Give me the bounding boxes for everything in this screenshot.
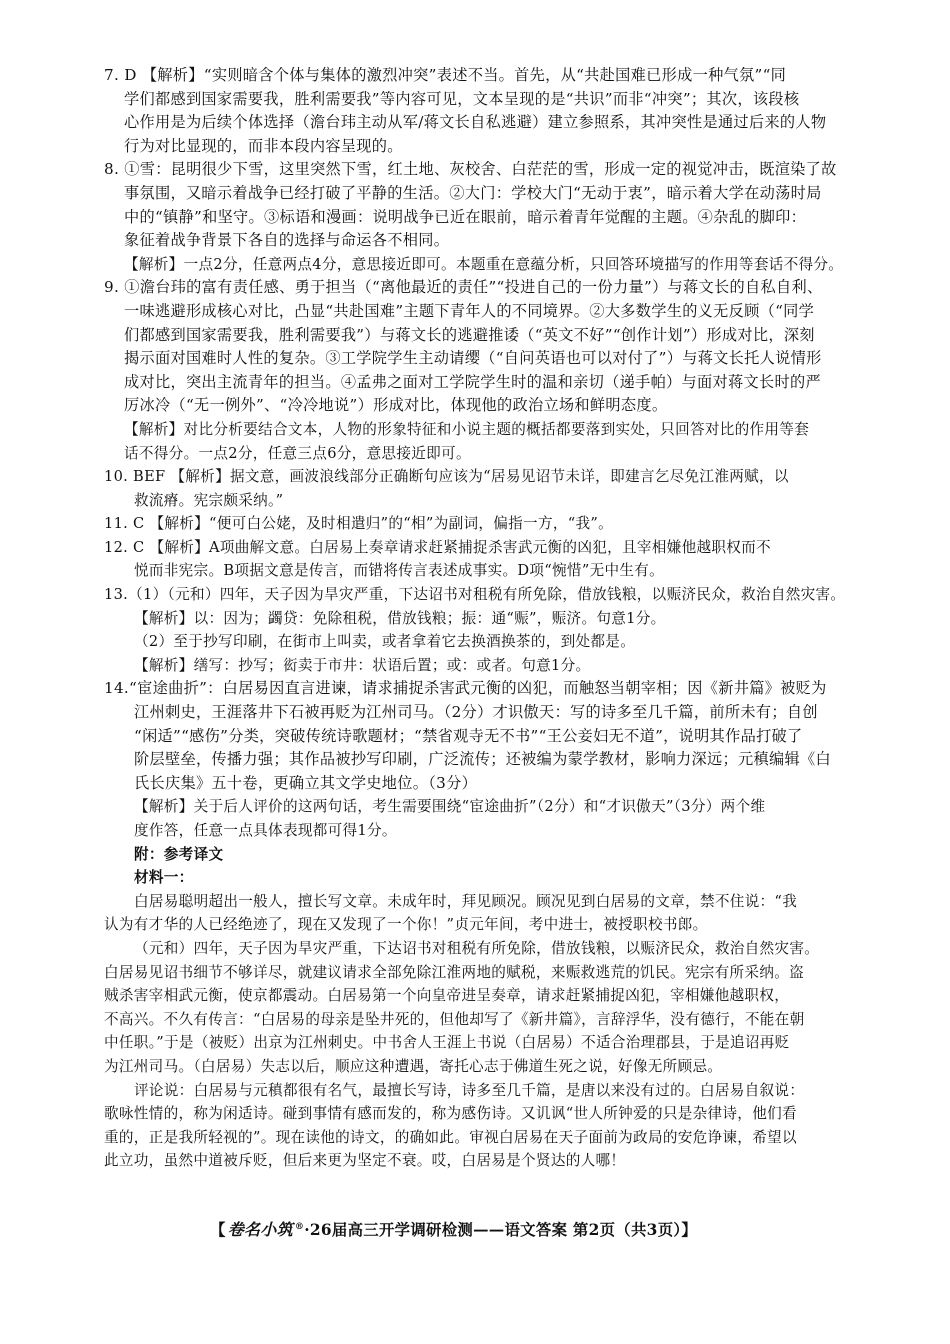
analysis-line: 【解析】以：因为；蠲贷：免除租税，借放钱粮；振：通“赈”，赈济。句意1分。	[134, 609, 666, 627]
answer-q11	[104, 512, 866, 536]
text-line: 心作用是为后续个体选择（澹台玮主动从军/蒋文长自私逃避）建立参照系，其冲突性是通过后来的人物	[124, 113, 827, 132]
translation-para-2	[104, 937, 866, 1079]
analysis-line: 【解析】关于后人评价的这两句话，考生需要围绕“宦途曲折”（2分）和“才识傲天”（3分）两个维	[134, 798, 766, 816]
analysis-line: 【解析】对比分析要结合文本，人物的形象特征和小说主题的概括都要落到实处，只回答对比的作用等套	[124, 420, 810, 438]
text-line: 事氛围，又暗示着战争已经打破了平静的生活。②大门：学校大门“无动于衷”，暗示着大学在动荡时局	[124, 183, 822, 202]
text-line: 14.“宦途曲折”：白居易因直言进谏，请求捕捉杀害武元衡的凶犯，而触怒当朝宰相；因《新井篇》被贬为	[104, 679, 827, 698]
analysis-line: 【解析】一点2分，任意两点4分，意思接近即可。本题重在意蕴分析，只回答环境描写的作用等套话不得分。	[124, 255, 844, 273]
registered-mark: ®	[294, 1222, 305, 1232]
text-line: 10. BEF 【解析】据文意，画波浪线部分正确断句应该为“居易见诏节未详，即建言乞尽免江淮两赋，以	[104, 468, 789, 486]
text-line: 阶层壁垒，传播力强；其作品被抄写印刷，广泛流传；还被编为蒙学教材，影响力深远；元稹编辑《白	[134, 750, 831, 769]
text-line: 7. D 【解析】“实则暗含个体与集体的激烈冲突”表述不当。首先，从“共赴国难已形成一种气氛”“同	[104, 66, 787, 84]
answer-q9	[104, 276, 866, 465]
footer-close-bracket: 】	[681, 1221, 698, 1240]
text-line: 揭示面对国难时人性的复杂。③工学院学生主动请缨（“自问英语也可以对付了”）与蒋文长托人说情形	[124, 349, 822, 368]
analysis-line: 话不得分。一点2分，任意三点6分，意思接近即可。	[124, 444, 471, 462]
answer-q13	[104, 583, 866, 677]
appendix-heading	[104, 843, 866, 890]
text-line: （2）至于抄写印刷，在街市上叫卖，或者拿着它去换酒换茶的，到处都是。	[134, 633, 636, 651]
answer-q14	[104, 677, 866, 842]
text-line: 白居易聪明超出一般人，擅长写文章。未成年时，拜见顾况。顾况见到白居易的文章，禁不住说：“我	[134, 892, 798, 910]
text-line: 氏长庆集》五十卷，更确立其文学史地位。（3分）	[134, 773, 478, 792]
text-line: 们都感到国家需要我，胜利需要我”）与蒋文长的逃避推诿（“英文不好”“创作计划”）形成对比，深刻	[124, 325, 815, 344]
text-line: 一味逃避形成核心对比，凸显“共赴国难”主题下青年人的不同境界。②大多数学生的义无反顾（“同学	[124, 301, 815, 320]
text-line: 学们都感到国家需要我，胜利需要我”等内容可见，文本呈现的是“共识”而非“冲突”；其次，该段核	[124, 89, 800, 108]
text-line: 成对比，突出主流青年的担当。④孟弗之面对工学院学生时的温和亲切（递手帕）与面对蒋文长时的严	[124, 372, 821, 391]
translation-para-1	[104, 890, 866, 937]
answer-q12	[104, 536, 866, 583]
analysis-line: 度作答，任意一点具体表现都可得1分。	[134, 822, 397, 839]
page-footer	[210, 1213, 770, 1241]
text-line: 行为对比显现的，而非本段内容呈现的。	[124, 136, 403, 155]
text-line: 白居易见诏书细节不够详尽，就建议请求全部免除江淮两地的赋税，来赈救逃荒的饥民。宪宗有所采纳。盗	[104, 963, 805, 981]
text-line: 救流瘠。宪宗颇采纳。”	[134, 491, 284, 509]
text-line: 象征着战争背景下各自的选择与命运各不相同。	[124, 231, 450, 250]
text-line: 此立功，虽然中道被斥贬，但后来更为坚定不衰。哎，白居易是个贤达的人哪！	[104, 1152, 626, 1170]
text-line: 认为有才华的人已经绝迹了，现在又发现了一个你！”贞元年间，考中进士，被授职校书郎。	[104, 916, 708, 934]
footer-text: ·26届高三开学调研检测——语文答案 第2页（共3页）	[304, 1221, 682, 1240]
appendix-title: 附：参考译文	[134, 845, 224, 863]
text-line: 贼杀害宰相武元衡，使京都震动。白居易第一个向皇帝进呈奏章，请求赶紧捕捉凶犯，宰相嫌他越职权，	[104, 987, 790, 1005]
text-line: （元和）四年，天子因为旱灾严重，下达诏书对租税有所免除，借放钱粮，以赈济民众，救治自然灾害。	[134, 939, 820, 957]
text-line: 悦而非宪宗。B项据文意是传言，而错将传言表述成事实。D项“惋惜”无中生有。	[134, 562, 665, 580]
analysis-line: 【解析】缮写：抄写；衒卖于市井：状语后置；或：或者。句意1分。	[134, 656, 591, 674]
translation-para-3	[104, 1079, 866, 1173]
answer-content	[104, 64, 866, 1173]
text-line: 重的，正是我所轻视的”。现在读他的诗文，的确如此。审视白居易在天子面前为政局的安危诤谏，希望以	[104, 1128, 797, 1146]
material-title: 材料一：	[134, 869, 194, 887]
text-line: 12. C 【解析】A项曲解文意。白居易上奏章请求赶紧捕捉杀害武元衡的凶犯，且宰相嫌他越职权而不	[104, 538, 771, 556]
text-line: 8. ①雪：昆明很少下雪，这里突然下雪，红土地、灰校舍、白茫茫的雪，形成一定的视觉冲击，既渲染了故	[104, 160, 837, 179]
footer-open-bracket: 【	[210, 1221, 226, 1240]
text-line: 9. ①澹台玮的富有责任感、勇于担当（“离他最近的责任”“投进自己的一份力量”）与蒋文长的自私自利、	[104, 278, 823, 297]
text-line: 中任职。”于是（被贬）出京为江州刺史。中书舍人王涯上书说（白居易）不适合治理郡县，于是追诏再贬	[104, 1034, 790, 1052]
text-line: 评论说：白居易与元稹都很有名气，最擅长写诗，诗多至几千篇，是唐以来没有过的。白居易自叙说：	[134, 1081, 805, 1099]
text-line: 歌咏性情的，称为闲适诗。碰到事情有感而发的，称为感伤诗。又讥讽“世人所钟爱的只是杂律诗，他们看	[104, 1105, 797, 1123]
text-line: 江州刺史，王涯落井下石被再贬为江州司马。（2分）才识傲天：写的诗多至几千篇，前所未有；自创	[134, 703, 818, 722]
text-line: “闲适”“感伤”分类，突破传统诗歌题材；“禁省观寺无不书”“王公妾妇无不道”，说明其作品打破了	[134, 726, 803, 745]
answer-q7	[104, 64, 866, 158]
text-line: 中的“镇静”和坚守。③标语和漫画：说明战争已近在眼前，暗示着青年觉醒的主题。④杂乱的脚印：	[124, 207, 807, 226]
text-line: 不高兴。不久有传言：“白居易的母亲是坠井死的，但他却写了《新井篇》，言辞浮华，没有德行，不能在朝	[104, 1010, 805, 1028]
answer-q10	[104, 465, 866, 512]
text-line: 厉冰冷（“无一例外”、“冷冷地说”）形成对比，体现他的政治立场和鲜明态度。	[124, 396, 668, 415]
brand-logo: 卷名小筑	[227, 1220, 293, 1240]
text-line: 13.（1）（元和）四年，天子因为旱灾严重，下达诏书对租税有所免除，借放钱粮，以赈济民众，救治自然灾害。	[104, 586, 846, 604]
answer-q8	[104, 158, 866, 276]
text-line: 为江州司马。（白居易）失志以后，顺应这种遭遇，寄托心志于佛道生死之说，好像无所顾忌。	[104, 1057, 723, 1075]
text-line: 11. C 【解析】“便可白公姥，及时相遣归”的“相”为副词，偏指一方，“我”。	[104, 515, 614, 533]
